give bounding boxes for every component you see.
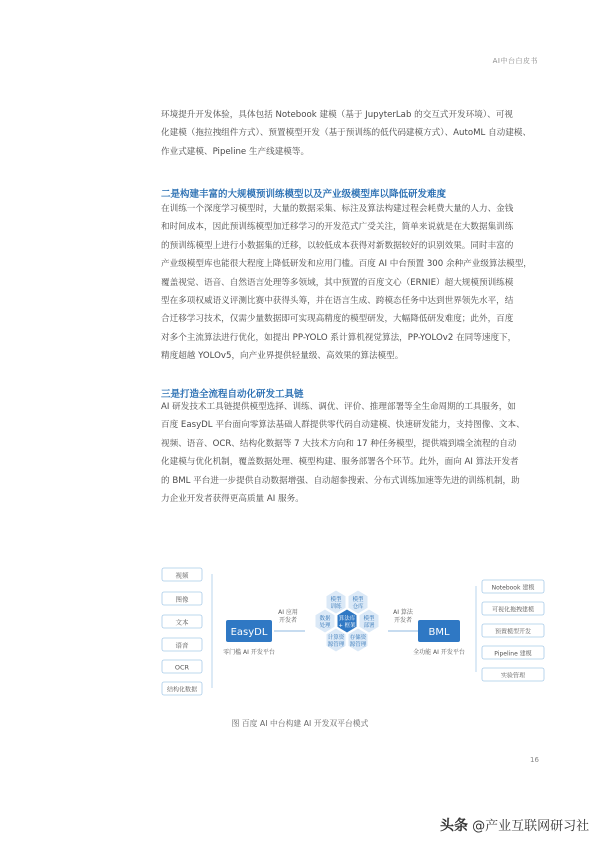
hex-label: 计算资 [327,635,345,641]
text-line: 的 BML 平台进一步提供自动数据增强、自动超参搜索、分布式训练加速等先进的训练机制，助 [161,475,520,486]
input-label: 图像 [175,595,189,604]
watermark-account: @产业互联网研习社 [472,819,590,834]
text-line: 在训练一个深度学习模型时，大量的数据采集、标注及算法构建过程会耗费大量的人力、金钱 [161,204,514,214]
hex-label: 部署 [363,623,375,629]
bml-subtitle: 全功能 AI 开发平台 [413,649,465,656]
input-label: 视频 [175,571,189,580]
output-label: Pipeline 建模 [494,650,532,658]
platform-diagram [150,560,550,700]
input-list [162,568,212,695]
hex-label: 模型 [330,597,342,603]
input-label: 结构化数据 [166,686,198,694]
paragraph-3 [161,398,545,508]
hex-cluster [315,590,379,652]
output-label: 可视化拖拽建模 [491,606,535,614]
text-line: 合迁移学习技术，仅需少量数据即可实现高精度的模型研发，大幅降低研发难度；此外，百度 [161,314,514,325]
text-line: 型在多项权威语义评测比赛中获得头筹，并在语言生成、跨模态任务中达到世界领先水平，结 [161,296,514,307]
input-label: 语音 [175,641,189,650]
output-label: 实验管理 [500,672,526,680]
watermark-prefix: 头条 [440,818,468,834]
hex-label: 训练 [330,604,342,610]
text-line: 的预训练模型上进行小数据集的迁移，以较低成本获得对新数据较好的识别效果。同时丰富的 [161,240,514,251]
page-number: 16 [530,756,539,764]
hex-label: 源管理 [327,642,345,648]
hex-label: 模型 [352,597,364,603]
running-header: AI中台白皮书 [492,57,538,65]
hex-label: + 框架 [338,623,356,629]
hex-label: 存储资 [349,635,367,641]
text-line: 产业级模型库也能很大程度上降低研发和应用门槛。百度 AI 中台预置 300 余种产业级算法模型， [161,259,532,270]
figure-caption: 图 百度 AI 中台构建 AI 开发双平台模式 [231,719,369,728]
hex-label: 模型 [363,616,375,622]
watermark [440,815,589,835]
text-line: 作业式建模、Pipeline 生产线建模等。 [161,146,310,157]
easydl-subtitle: 零门槛 AI 开发平台 [223,649,275,656]
bml-arrow-label: AI 算法 [393,609,413,616]
bml-arrow-label: 开发者 [393,617,413,624]
easydl-arrow-label: AI 应用 [278,609,298,616]
output-label: Notebook 建模 [491,584,535,592]
input-label: OCR [174,663,190,672]
text-line: 化建模（拖拉拽组件方式）、预置模型开发（基于预训练的低代码建模方式）、AutoML 自动建模、 [161,128,532,139]
text-line: AI 研发技术工具链提供模型选择、训练、调优、评价、推理部署等全生命周期的工具服务，如 [161,402,516,412]
text-line: 覆盖视觉、语音、自然语言处理等多领域，其中预置的百度文心（ERNIE）超大规模预训练模 [161,277,514,288]
hex-label: 算法库 [338,616,356,622]
hex-label: 源管理 [349,642,367,648]
section-heading: 二是构建丰富的大规模预训练模型以及产业级模型库以降低研发难度 [161,189,447,200]
text-line: 和时间成本，因此预训练模型加迁移学习的开发范式广受关注，简单来说就是在大数据集训练 [161,222,514,233]
output-list [476,580,544,681]
easydl-name: EasyDL [230,627,268,638]
hex-label: 仓库 [352,604,364,610]
easydl-arrow-label: 开发者 [278,617,298,624]
text-line: 环境提升开发体验，具体包括 Notebook 建模（基于 JupyterLab 的交互式开发环境）、可视 [161,110,513,120]
paragraph-2 [161,200,545,366]
text-line: 对多个主流算法进行优化，如提出 PP-YOLO 系计算机视觉算法，PP-YOLOv2 在同等速度下， [161,332,517,343]
text-line: 百度 EasyDL 平台面向零算法基础人群提供零代码自动建模、快速研发能力，支持图像、文本、 [161,420,525,431]
hex-label: 数据 [319,616,331,622]
input-label: 文本 [175,618,189,627]
text-line: 精度超越 YOLOv5，向产业界提供轻量级、高效果的算法模型。 [161,351,404,362]
output-label: 预置模型开发 [494,628,532,636]
bml-name: BML [428,627,450,638]
paragraph-1 [161,106,545,161]
text-line: 视频、语音、OCR、结构化数据等 7 大技术方向和 17 种任务模型，提供端到端全流程的自动 [161,438,517,449]
text-line: 化建模与优化机制，覆盖数据处理、模型构建、服务部署各个环节。此外，面向 AI 算法开发者 [161,457,519,468]
section-heading: 三是打造全流程自动化研发工具链 [161,389,304,400]
hex-label: 处理 [319,623,331,629]
text-line: 力企业开发者获得更高质量 AI 服务。 [161,494,304,505]
